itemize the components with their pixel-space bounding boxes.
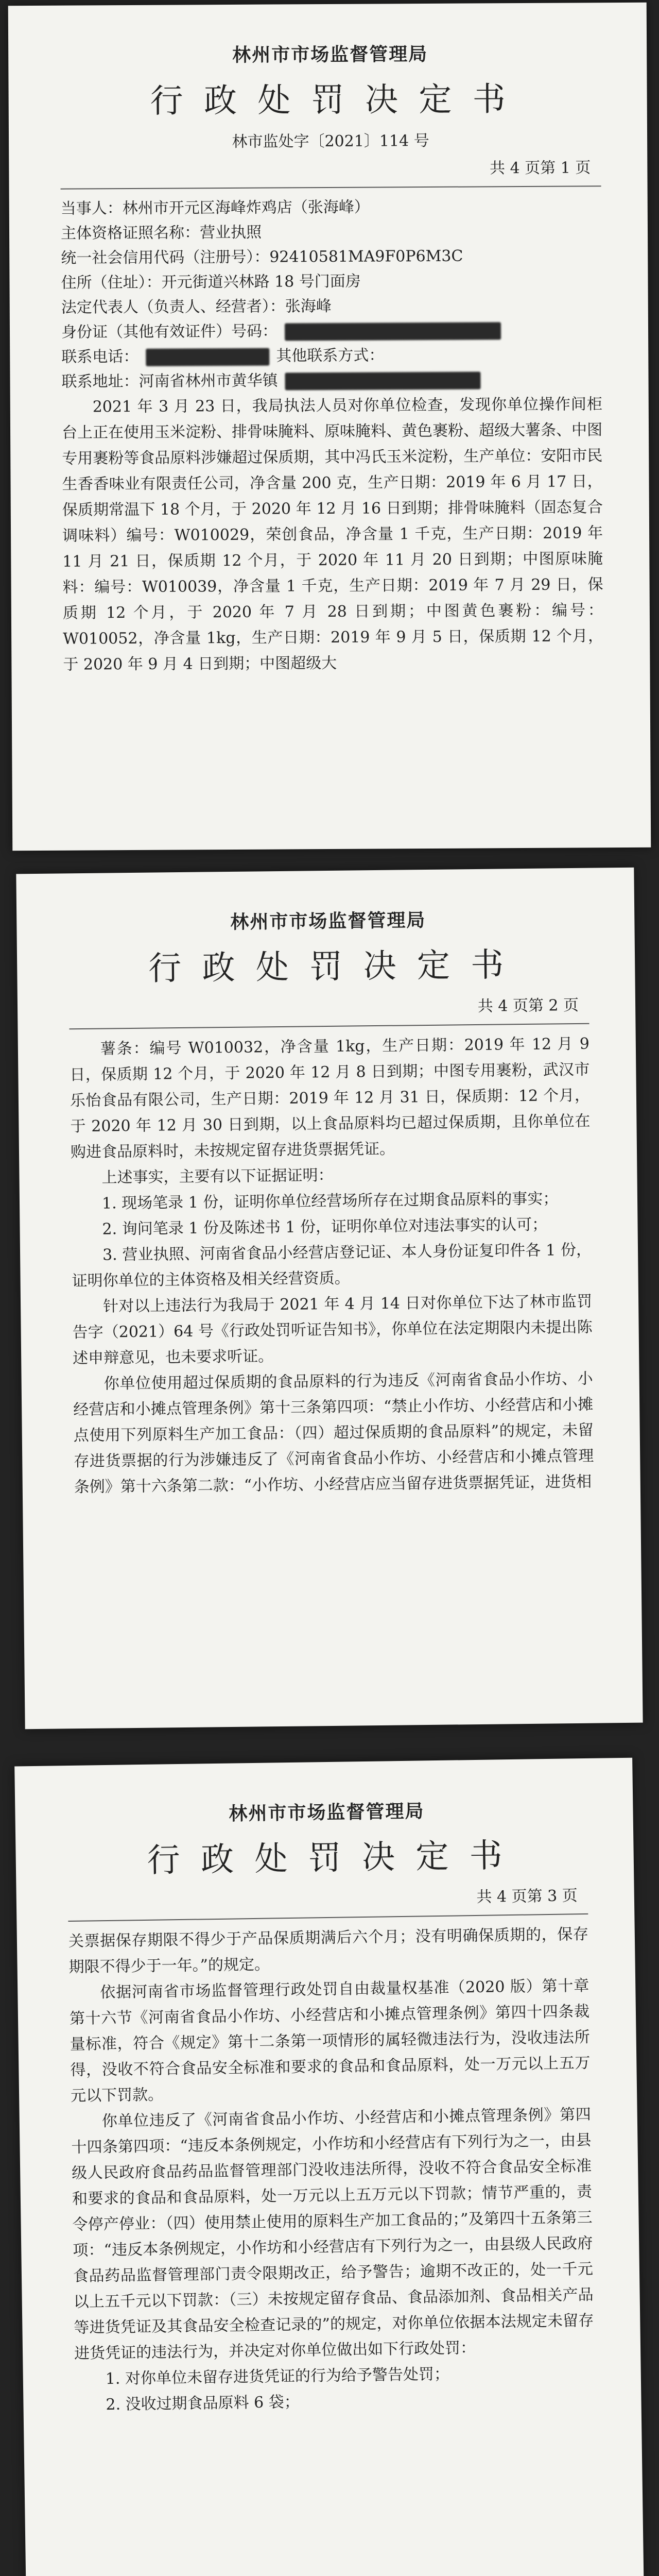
body-paragraph: 关票据保存期限不得少于产品保质期满后六个月；没有明确保质期的，保存期限不得少于一年。”的规定。 [68,1925,589,1977]
party-name: 当事人：林州市开元区海峰炸鸡店（张海峰） [60,198,370,218]
party-id-row [61,317,602,345]
document-title: 行 政 处 罚 决 定 书 [147,1837,508,1880]
party-phone-row [61,342,602,369]
body-paragraph: 针对以上违法行为我局于 2021 年 4 月 14 日对你单位下达了林市监罚告字（2021）64 号《行政处罚听证告知书》，你单位在法定期限内未提出陈述申辩意见，也未要求听证。 [72,1292,593,1368]
document-title: 行 政 处 罚 决 定 书 [148,946,509,988]
party-phone-label: 联系电话： [61,347,139,366]
body-paragraph: 2021 年 3 月 23 日，我局执法人员对你单位检查，发现你单位操作间柜台上正在使用玉米淀粉、排骨味腌料、原味腌料、黄色裹粉、超级大薯条、中图专用裹粉等食品原料涉嫌超过保质期，其中冯氏玉米淀粉，生产单位：安阳市民生香香味业有限责任公司，净含量 200 克，生产日期：2019 年 6 月 17 日，保质期常温下 18 个月，于 2020 年 12 月 16 日到期；排骨味腌料（固态复合调味料）编号：W010029，荣创食品，净含量 1 千克，生产日期：2019 年 11 月 21 日，保质期 12 个月，于 2020 年 11 月 20 日到期；中图原味腌料：编号：W010039，净含量 1 千克，生产日期：2019 年 7 月 29 日，保质期 12 个月，于 2020 年 7 月 28 日到期；中图黄色裹粉：编号：W010052，净含量 1kg，生产日期：2019 年 9 月 5 日，保质期 12 个月，于 2020 年 9 月 4 日到期；中图超级大 [61,395,604,674]
evidence-item: 1. 现场笔录 1 份，证明你单位经营场所存在过期食品原料的事实； [101,1190,559,1213]
document-title: 行 政 处 罚 决 定 书 [150,80,511,121]
authority-heading: 林州市市场监督管理局 [229,1801,425,1825]
body-paragraph: 你单位使用超过保质期的食品原料的行为违反《河南省食品小作坊、小经营店和小摊点管理条例》第十三条第四项：“禁止小作坊、小经营店和小摊点使用下列原料生产加工食品：（四）超过保质期的食品原料”的规定，未留存进货票据的行为涉嫌违反了《河南省食品小作坊、小经营店和小摊点管理条例》第十六条第二款：“小作坊、小经营店应当留存进货票据凭证，进货相 [73,1369,594,1497]
party-id-label: 身份证（其他有效证件）号码： [61,322,278,342]
page-indicator: 共 4 页第 2 页 [477,996,579,1015]
document-page-1 [8,3,651,851]
penalty-item: 1. 对你单位未留存进货凭证的行为给予警告处罚； [105,2365,450,2388]
document-page-3 [14,1758,645,2576]
body-paragraph: 上述事实，主要有以下证据证明： [101,1166,334,1187]
penalty-item: 2. 没收过期食品原料 6 袋； [106,2393,300,2414]
authority-heading: 林州市市场监督管理局 [230,909,426,933]
header-divider [69,1023,589,1030]
body-paragraph: 薯条：编号 W010032，净含量 1kg，生产日期：2019 年 12 月 9 日，保质期 12 个月，于 2020 年 12 月 8 日到期；中图专用裹粉，武汉市乐怡食品有限公司，生产日期：2019 年 12 月 31 日，保质期：12 个月，于 2020 年 12 月 30 日到期，以上食品原料均已超过保质期，且你单位在购进食品原料时，未按规定留存进货票据凭证。 [70,1035,591,1162]
evidence-item: 2. 询问笔录 1 份及陈述书 1 份，证明你单位对违法事实的认可； [102,1215,548,1239]
party-cert-type: 主体资格证照名称：营业执照 [60,223,262,243]
document-number: 林市监处字〔2021〕114 号 [232,131,429,151]
redacted-address [285,371,480,390]
party-contact-address: 联系地址：河南省林州市黄华镇 [61,371,278,391]
body-paragraph: 你单位违反了《河南省食品小作坊、小经营店和小摊点管理条例》第四十四条第四项：“违反本条例规定，小作坊和小经营店有下列行为之一，由县级人民政府食品药品监督管理部门没收违法所得，没收不符合食品安全标准和要求的食品和食品原料，处一万元以上五万元以下罚款；情节严重的，责令停产停业：（四）使用禁止使用的原料生产加工食品的；”及第四十五条第三项：“违反本条例规定，小作坊和小经营店有下列行为之一，由县级人民政府食品药品监督管理部门责令限期改正，给予警告；逾期不改正的，处一千元以上五千元以下罚款：（三）未按规定留存食品、食品添加剂、食品相关产品等进货凭证及其食品安全检查记录的”的规定，对你单位依据本法规定未留存进货凭证的违法行为，并决定对你单位做出如下行政处罚： [71,2105,594,2363]
redacted-id [284,322,500,341]
page-indicator: 共 4 页第 3 页 [476,1887,578,1906]
authority-heading: 林州市市场监督管理局 [232,43,428,66]
party-contact-row [61,367,602,394]
party-address: 住所（住址）：开元街道兴林路 18 号门面房 [61,272,361,292]
page-indicator: 共 4 页第 1 页 [489,159,591,178]
evidence-item: 3. 营业执照、河南省食品小经营店登记证、本人身份证复印件各 1 份，证明你单位的主体资格及相关经营资质。 [72,1241,592,1291]
header-divider [68,1913,588,1922]
document-page-2 [16,868,643,1729]
party-legal-rep: 法定代表人（负责人、经营者）：张海峰 [61,297,332,317]
redacted-phone [146,348,269,366]
party-credit-code: 统一社会信用代码（注册号）：92410581MA9F0P6M3C [61,247,463,267]
body-paragraph: 依据河南省市场监督管理行政处罚自由裁量权基准（2020 版）第十章第十六节《河南省食品小作坊、小经营店和小摊点管理条例》第四十四条裁量标准，符合《规定》第十二条第一项情形的属轻微违法行为，没收违法所得，没收不符合食品安全标准和要求的食品和食品原料，处一万元以上五万元以下罚款。 [69,1976,591,2105]
header-divider [61,185,601,189]
party-phone-other-label: 其他联系方式： [276,346,385,365]
